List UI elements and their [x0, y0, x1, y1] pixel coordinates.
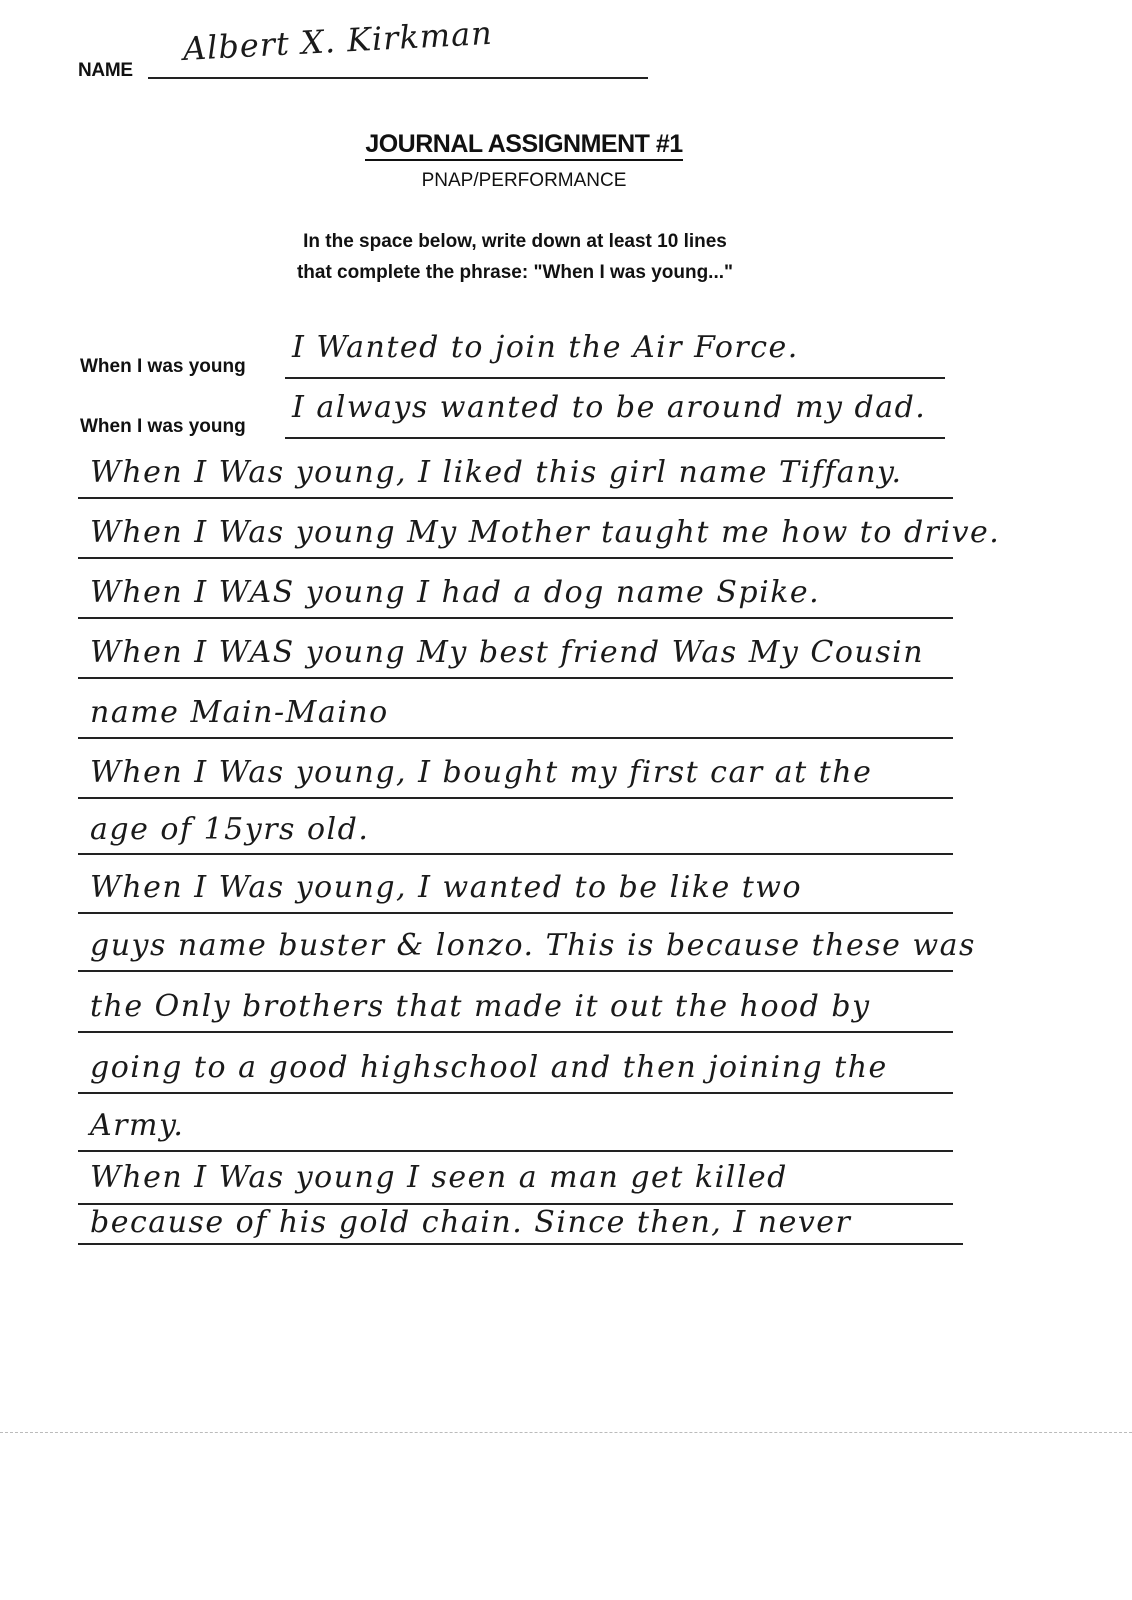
page-subtitle: PNAP/PERFORMANCE — [421, 170, 627, 191]
answer-rule — [78, 853, 953, 855]
handwritten-line: Army. — [90, 1108, 185, 1143]
answer-rule — [285, 437, 945, 439]
prompt-label: When I was young — [80, 416, 246, 437]
answer-rule — [78, 1243, 963, 1245]
instructions-line-1: In the space below, write down at least 10 lines — [303, 231, 727, 252]
handwritten-line: the Only brothers that made it out the hood by — [90, 989, 871, 1024]
handwritten-line: When I WAS young My best friend Was My Cousin — [90, 635, 925, 670]
student-name: Albert X. Kirkman — [182, 13, 494, 69]
handwritten-line: because of his gold chain. Since then, I never — [90, 1205, 852, 1240]
page-title — [0, 130, 1048, 159]
answer-rule — [78, 912, 953, 914]
answer-rule — [78, 1031, 953, 1033]
handwritten-line: When I Was young, I bought my first car at the — [90, 755, 873, 790]
name-underline — [148, 77, 648, 79]
handwritten-line: going to a good highschool and then joining the — [90, 1050, 888, 1085]
page-title-text: JOURNAL ASSIGNMENT #1 — [365, 130, 682, 161]
answer-rule — [78, 1150, 953, 1152]
handwritten-line: When I Was young, I wanted to be like two — [90, 870, 803, 905]
answer-rule — [78, 497, 953, 499]
handwritten-line: When I WAS young I had a dog name Spike. — [90, 575, 821, 610]
answer-rule — [78, 737, 953, 739]
prompt-label: When I was young — [80, 356, 246, 377]
handwritten-line: name Main-Maino — [90, 695, 389, 730]
answer-rule — [78, 1092, 953, 1094]
handwritten-line: When I Was young, I liked this girl name Tiffany. — [90, 455, 903, 490]
handwritten-line: When I Was young My Mother taught me how to drive. — [90, 515, 1001, 550]
answer-rule — [78, 970, 953, 972]
handwritten-line: guys name buster & lonzo. This is because these was — [90, 928, 976, 963]
handwritten-line: I Wanted to join the Air Force. — [292, 330, 799, 365]
handwritten-line: When I Was young I seen a man get killed — [90, 1160, 788, 1195]
scan-artifact-line — [0, 1432, 1132, 1433]
handwritten-line: I always wanted to be around my dad. — [292, 390, 927, 425]
answer-rule — [78, 677, 953, 679]
answer-rule — [78, 617, 953, 619]
instructions-line-2: that complete the phrase: "When I was young..." — [296, 262, 734, 283]
name-label: NAME — [78, 60, 133, 81]
answer-rule — [285, 377, 945, 379]
answer-rule — [78, 557, 953, 559]
handwritten-line: age of 15yrs old. — [90, 812, 370, 847]
answer-rule — [78, 797, 953, 799]
